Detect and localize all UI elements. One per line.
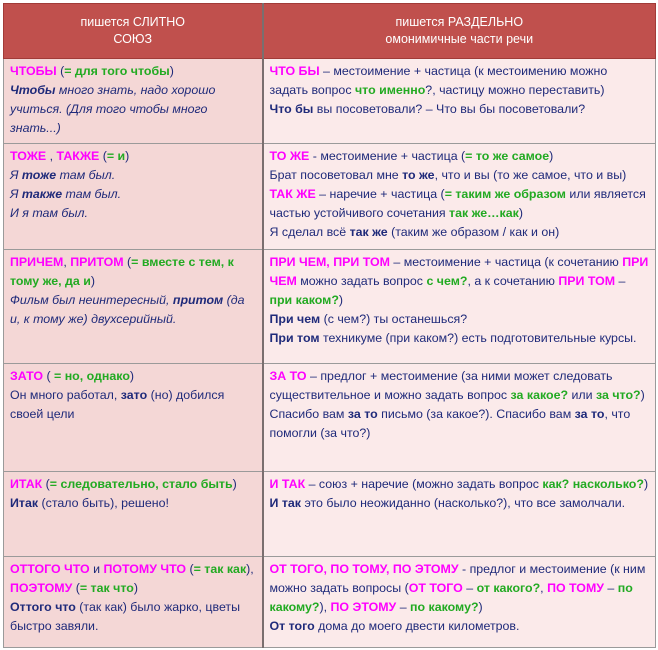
example-text: Я <box>10 187 22 201</box>
example-term: за то <box>574 407 605 421</box>
term: ПРИЧЕМ <box>10 255 64 269</box>
text: ) <box>518 206 523 220</box>
text: ), <box>319 600 331 614</box>
term: ОТ ТОГО <box>408 581 463 595</box>
example-text: там был. <box>62 187 122 201</box>
example <box>10 81 256 138</box>
row-4-left <box>4 364 263 472</box>
example-term: тоже <box>21 168 57 182</box>
synonym: = для того чтобы <box>64 64 170 78</box>
text: можно задать вопрос <box>296 274 427 288</box>
text: - местоимение + частица ( <box>309 149 466 163</box>
text: ) <box>125 149 130 163</box>
example-term: так же <box>349 225 388 239</box>
synonym: = так что <box>79 581 134 595</box>
example-term: за то <box>347 407 378 421</box>
example-text: письмо (за какое?). Спасибо вам <box>377 407 575 421</box>
example <box>270 329 650 348</box>
text: ( <box>56 64 65 78</box>
example-text: это было неожиданно (насколько?), что все замолчали. <box>301 496 626 510</box>
row-4-right <box>263 364 656 472</box>
synonym: = и <box>106 149 126 163</box>
term: ПРИ ЧЕМ <box>269 255 649 288</box>
row-3-right <box>263 250 656 364</box>
text: – местоимение + частица (к местоимению можно задать вопрос <box>269 64 608 97</box>
term: ТОЖЕ <box>10 149 47 163</box>
table-row <box>4 144 656 250</box>
term: ЧТО БЫ <box>269 64 320 78</box>
example <box>10 386 256 424</box>
example-term: также <box>21 187 63 201</box>
example-text: Фильм был неинтересный, <box>10 293 173 307</box>
term: ТАКЖЕ <box>56 149 100 163</box>
example <box>10 166 256 185</box>
question: как? насколько? <box>542 477 644 491</box>
example <box>270 310 650 329</box>
text: ( <box>42 477 50 491</box>
table-row <box>4 59 656 144</box>
term: ЗА ТО <box>269 369 307 383</box>
text: ) <box>129 369 135 383</box>
header-right <box>263 4 656 59</box>
example <box>270 166 650 185</box>
term: ЗАТО <box>10 369 43 383</box>
example-text: , что и вы (то же самое, что и вы) <box>434 168 627 182</box>
example-text: (но) добился своей цели <box>10 388 225 421</box>
example-term: При том <box>269 331 320 345</box>
text: ) <box>338 293 344 307</box>
term: ТО ЖЕ <box>269 149 310 163</box>
example-text: Брат посоветовал мне <box>269 168 403 182</box>
example <box>10 598 256 636</box>
question: за какое? <box>510 388 569 402</box>
term: ПОЭТОМУ <box>10 581 73 595</box>
example-text: техникуме (при каком?) есть подготовительные курсы. <box>319 331 637 345</box>
term: ПРИТОМ <box>70 255 124 269</box>
term: ЧТОБЫ <box>10 64 57 78</box>
example-term: И так <box>269 496 302 510</box>
example-term: От того <box>269 619 315 633</box>
text: – союз + наречие (можно задать вопрос <box>305 477 543 491</box>
example-text: дома до моего двести километров. <box>314 619 520 633</box>
example: И я там был. <box>10 206 88 220</box>
text: , <box>46 149 57 163</box>
text: – <box>396 600 411 614</box>
text: – <box>603 581 618 595</box>
table-row <box>4 364 656 472</box>
example-text: (стало быть), решено! <box>38 496 169 510</box>
example-text: (да и, к тому же) двухсерийный. <box>10 293 245 326</box>
text: или <box>568 388 597 402</box>
example-text: (так как) было жарко, цветы быстро завяли. <box>10 600 241 633</box>
example <box>270 405 650 443</box>
rule <box>10 579 256 598</box>
text: ) <box>643 477 649 491</box>
synonym: = так как <box>193 562 247 576</box>
example-text: , что помогли (за что?) <box>269 407 631 440</box>
example-text: (таким же образом / как и он) <box>387 225 560 239</box>
rule <box>270 185 650 223</box>
example <box>270 494 650 513</box>
example-text: там был. <box>56 168 116 182</box>
row-1-right <box>263 59 656 144</box>
text: ( <box>72 581 80 595</box>
header-left <box>4 4 263 59</box>
question: что именно <box>354 83 426 97</box>
term: ПОТОМУ ЧТО <box>103 562 186 576</box>
term: ОТ ТОГО, ПО ТОМУ, ПО ЭТОМУ <box>269 562 459 576</box>
example-term: Чтобы <box>10 83 56 97</box>
term: И ТАК <box>269 477 306 491</box>
example <box>10 291 256 329</box>
synonym: = но, однако <box>54 369 130 383</box>
question: с чем? <box>426 274 468 288</box>
row-2-right <box>263 144 656 250</box>
example-text: Я <box>10 168 22 182</box>
example <box>270 100 650 119</box>
term: ТАК ЖЕ <box>269 187 316 201</box>
question: при каком? <box>269 293 339 307</box>
text: ?, частицу можно переставить) <box>425 83 605 97</box>
example <box>10 494 256 513</box>
text: - предлог и местоимение (к ним можно задать вопросы ( <box>269 562 646 595</box>
term: ПРИ ЧЕМ, ПРИ ТОМ <box>269 255 390 269</box>
text: ( <box>99 149 107 163</box>
synonym: = следовательно, стало быть <box>49 477 233 491</box>
term: ПО ЭТОМУ <box>330 600 397 614</box>
example <box>270 223 650 242</box>
table-row <box>4 250 656 364</box>
row-6-left <box>4 557 263 648</box>
table-row <box>4 472 656 557</box>
synonym: = вместе с тем, к тому же, да и <box>10 255 234 288</box>
question: по какому? <box>410 600 479 614</box>
row-1-left <box>4 59 263 144</box>
text: или является частью устойчивого сочетания <box>269 187 646 220</box>
example-term: При чем <box>269 312 321 326</box>
example-term: то же <box>402 168 435 182</box>
text: ) <box>549 149 554 163</box>
text: ), <box>246 562 254 576</box>
term: ОТТОГО ЧТО <box>10 562 90 576</box>
row-6-right <box>263 557 656 648</box>
text: – <box>615 274 626 288</box>
example-term: Оттого что <box>10 600 76 614</box>
example-text: Спасибо вам <box>269 407 348 421</box>
text: – местоимение + частица (к сочетанию <box>389 255 623 269</box>
text: , <box>63 255 71 269</box>
text: ) <box>169 64 174 78</box>
term: ПО ТОМУ <box>547 581 604 595</box>
row-3-left <box>4 250 263 364</box>
example <box>270 617 650 636</box>
header-row <box>4 4 656 59</box>
row-5-right <box>263 472 656 557</box>
example-text: много знать, надо хорошо учиться. (Для того чтобы много знать...) <box>10 83 216 135</box>
text: – наречие + частица ( <box>315 187 445 201</box>
text: ( <box>186 562 194 576</box>
spelling-table <box>3 3 656 648</box>
text: ( <box>43 369 55 383</box>
text: ) <box>133 581 138 595</box>
text: ) <box>232 477 237 491</box>
header-left-title: пишется СЛИТНО <box>80 15 186 29</box>
header-right-subtitle: омонимичные части речи <box>385 32 534 46</box>
example-text: (с чем?) ты останешься? <box>320 312 468 326</box>
example-term: Что бы <box>269 102 314 116</box>
example-term: Итак <box>10 496 39 510</box>
example-text: Он много работал, <box>10 388 121 402</box>
example-text: вы посоветовали? – Что вы бы посоветовали? <box>313 102 586 116</box>
text: – предлог + местоимение (за ними может следовать существительное и можно задать вопрос <box>269 369 613 402</box>
question: от какого? <box>476 581 541 595</box>
text: ( <box>123 255 132 269</box>
example-text: Я сделал всё <box>269 225 350 239</box>
header-left-subtitle: СОЮЗ <box>113 32 153 46</box>
row-2-left <box>4 144 263 250</box>
text: , <box>540 581 548 595</box>
table-row <box>4 557 656 648</box>
term: ПРИ ТОМ <box>558 274 616 288</box>
row-5-left <box>4 472 263 557</box>
text: и <box>89 562 104 576</box>
term: ИТАК <box>10 477 43 491</box>
synonym: = таким же образом <box>444 187 566 201</box>
phrase: так же…как <box>449 206 519 220</box>
question: по какому? <box>269 581 633 614</box>
example-term: притом <box>172 293 224 307</box>
text: ) <box>478 600 483 614</box>
synonym: = то же самое <box>465 149 550 163</box>
text: – <box>462 581 477 595</box>
question: за что? <box>596 388 641 402</box>
example-term: зато <box>120 388 148 402</box>
example <box>10 185 256 204</box>
text: , а к сочетанию <box>467 274 559 288</box>
text: ) <box>90 274 95 288</box>
text: ) <box>640 388 645 402</box>
header-right-title: пишется РАЗДЕЛЬНО <box>395 15 524 29</box>
